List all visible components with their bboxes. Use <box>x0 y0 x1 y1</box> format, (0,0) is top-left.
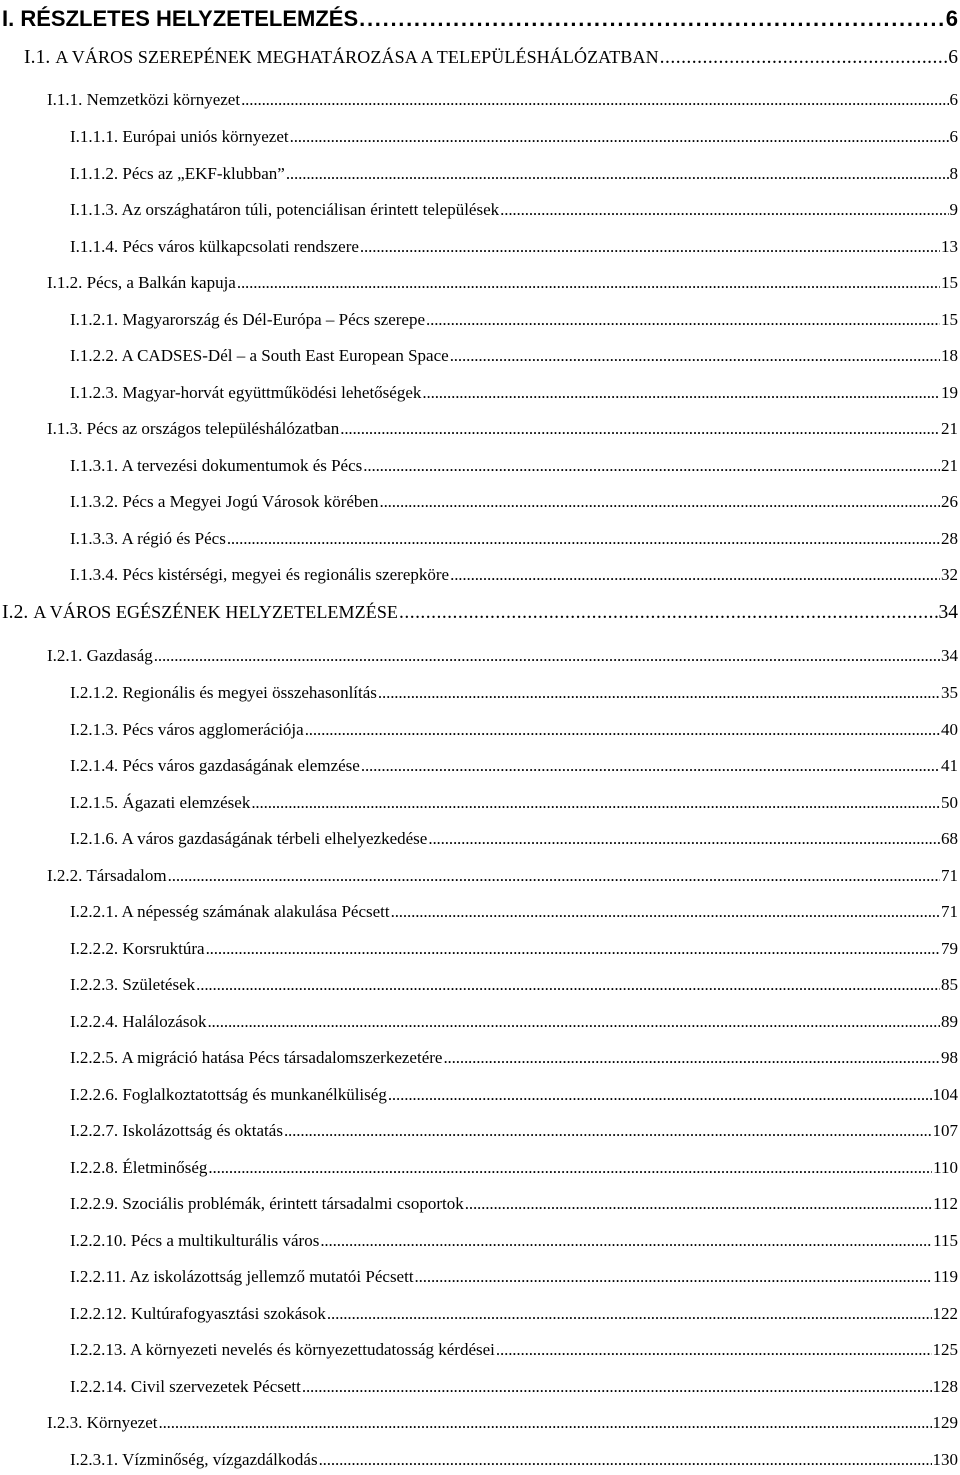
toc-entry[interactable] <box>70 1085 958 1105</box>
toc-entry-title: Vízminőség, vízgazdálkodás <box>122 1450 318 1469</box>
toc-entry-title: Pécs a Megyei Jogú Városok körében <box>122 492 379 511</box>
toc-entry-title: A régió és Pécs <box>121 529 226 548</box>
toc-entry-number: I.1.2.2. <box>70 346 119 365</box>
toc-entry-title: Életminőség <box>122 1158 208 1177</box>
dot-leader <box>286 164 949 184</box>
toc-entry-label <box>70 1048 442 1068</box>
toc-entry-label <box>70 902 390 922</box>
toc-entry[interactable] <box>70 1377 958 1397</box>
toc-entry-number: I.2. <box>2 602 29 623</box>
dot-leader <box>284 1121 932 1141</box>
toc-entry-number: I.2.1.3. <box>70 720 119 739</box>
toc-entry-title: Iskolázottság és oktatás <box>122 1121 283 1140</box>
toc-entry-page: 34 <box>941 646 958 665</box>
dot-leader <box>391 902 940 922</box>
toc-entry-label <box>70 1267 414 1287</box>
toc-entry-number: I.1.3.4. <box>70 565 119 584</box>
toc-entry[interactable] <box>70 1194 958 1214</box>
toc-entry[interactable] <box>70 793 958 813</box>
toc-entry-page: 15 <box>941 273 958 292</box>
dot-leader <box>327 1304 932 1324</box>
toc-entry-label <box>70 164 285 184</box>
toc-entry[interactable] <box>47 1413 958 1433</box>
dot-leader <box>208 1158 932 1178</box>
toc-entry-label <box>70 310 425 330</box>
dot-leader <box>443 1048 940 1068</box>
toc-entry-page: 68 <box>941 829 958 848</box>
dot-leader <box>241 90 948 110</box>
toc-entry[interactable] <box>70 164 958 184</box>
toc-entry-label <box>70 720 304 740</box>
dot-leader <box>305 720 940 740</box>
toc-entry-label <box>70 1450 318 1470</box>
toc-entry-number: I.2.2.12. <box>70 1304 127 1323</box>
toc-entry[interactable] <box>70 565 958 585</box>
toc-entry-title: Magyar-horvát együttműködési lehetőségek <box>122 383 422 402</box>
toc-entry-label <box>24 47 659 69</box>
toc-entry-number: I.2.2.7. <box>70 1121 119 1140</box>
dot-leader <box>399 602 937 624</box>
dot-leader <box>660 47 948 69</box>
dot-leader <box>154 646 940 666</box>
toc-entry-page: 6 <box>949 127 958 146</box>
toc-entry-title: Európai uniós környezet <box>122 127 289 146</box>
toc-entry[interactable] <box>2 602 958 624</box>
toc-entry-title: A migráció hatása Pécs társadalomszerkezetére <box>121 1048 443 1067</box>
toc-entry-label <box>70 1012 206 1032</box>
dot-leader <box>428 829 940 849</box>
toc-entry-title: Születések <box>122 975 196 994</box>
toc-entry-label <box>70 383 421 403</box>
toc-entry-page: 26 <box>941 492 958 511</box>
toc-entry-title: Pécs a multikulturális város <box>130 1231 320 1250</box>
toc-entry-number: I.2.2.1. <box>70 902 119 921</box>
toc-entry-label <box>70 1377 301 1397</box>
toc-entry[interactable] <box>70 456 958 476</box>
toc-entry-number: I.2.1.5. <box>70 793 119 812</box>
dot-leader <box>379 492 940 512</box>
toc-entry-page: 50 <box>941 793 958 812</box>
toc-entry[interactable] <box>70 529 958 549</box>
toc-entry-page: 107 <box>932 1121 958 1140</box>
toc-entry-page: 110 <box>933 1158 958 1177</box>
toc-entry-page: 112 <box>933 1194 958 1213</box>
dot-leader <box>378 683 940 703</box>
dot-leader <box>450 346 940 366</box>
toc-entry[interactable] <box>70 200 958 220</box>
toc-entry-label <box>47 1413 157 1433</box>
toc-entry-title: Társadalom <box>86 866 167 885</box>
toc-entry-page: 9 <box>949 200 958 219</box>
toc-entry-label <box>2 602 398 624</box>
toc-entry-title: Pécs város agglomerációja <box>122 720 304 739</box>
toc-entry-title: Halálozások <box>122 1012 207 1031</box>
toc-entry-label <box>47 273 236 293</box>
toc-entry-number: I.2.3. <box>47 1413 83 1432</box>
toc-entry[interactable] <box>47 273 958 293</box>
toc-entry-page: 128 <box>932 1377 958 1396</box>
toc-entry[interactable] <box>24 47 958 69</box>
toc-entry-page: 85 <box>941 975 958 994</box>
toc-entry-title: Korsruktúra <box>122 939 205 958</box>
dot-leader <box>237 273 940 293</box>
toc-entry-page: 8 <box>949 164 958 183</box>
toc-entry-page: 15 <box>941 310 958 329</box>
dot-leader <box>158 1413 931 1433</box>
toc-entry-label <box>70 1121 283 1141</box>
toc-entry-label <box>70 1085 387 1105</box>
dot-leader <box>496 1340 932 1360</box>
toc-entry-number: I.2.3.1. <box>70 1450 119 1469</box>
toc-entry-label <box>2 6 358 32</box>
toc-entry-label <box>70 939 205 959</box>
toc-entry-label <box>70 565 449 585</box>
toc-entry[interactable] <box>70 1121 958 1141</box>
dot-leader <box>359 6 945 32</box>
dot-leader <box>251 793 940 813</box>
dot-leader <box>302 1377 932 1397</box>
toc-entry-page: 89 <box>941 1012 958 1031</box>
toc-entry-page: 34 <box>938 602 958 623</box>
toc-entry-number: I.2.2.4. <box>70 1012 119 1031</box>
toc-entry-page: 21 <box>941 419 958 438</box>
toc-entry-title: Civil szervezetek Pécsett <box>130 1377 301 1396</box>
toc-entry-label <box>70 975 195 995</box>
toc-entry[interactable] <box>70 1012 958 1032</box>
toc-entry-page: 6 <box>945 6 958 31</box>
toc-entry-title: Szociális problémák, érintett társadalmi csoportok <box>122 1194 464 1213</box>
toc-entry-title: A CADSES-Dél – a South East European Space <box>121 346 449 365</box>
toc-entry-number: I.1.3.2. <box>70 492 119 511</box>
toc-entry[interactable] <box>70 939 958 959</box>
toc-entry-title: A VÁROS EGÉSZÉNEK HELYZETELEMZÉSE <box>33 602 399 622</box>
toc-entry-number: I.2.2.6. <box>70 1085 119 1104</box>
toc-entry-number: I.2.2.3. <box>70 975 119 994</box>
toc-entry[interactable] <box>70 720 958 740</box>
dot-leader <box>426 310 940 330</box>
toc-entry-page: 129 <box>932 1413 958 1432</box>
toc-entry-title: RÉSZLETES HELYZETELEMZÉS <box>20 6 359 31</box>
toc-entry[interactable] <box>70 127 958 147</box>
toc-entry[interactable] <box>70 902 958 922</box>
dot-leader <box>320 1231 932 1251</box>
toc-entry-page: 21 <box>941 456 958 475</box>
toc-entry-title: Regionális és megyei összehasonlítás <box>122 683 377 702</box>
toc-entry-page: 6 <box>948 47 958 68</box>
dot-leader <box>206 939 940 959</box>
toc-entry-page: 71 <box>941 902 958 921</box>
dot-leader <box>361 756 940 776</box>
dot-leader <box>388 1085 932 1105</box>
toc-entry-title: A tervezési dokumentumok és Pécs <box>121 456 363 475</box>
dot-leader <box>290 127 949 147</box>
toc-entry-title: Környezet <box>86 1413 158 1432</box>
toc-entry-number: I.2.1.4. <box>70 756 119 775</box>
toc-entry-page: 115 <box>933 1231 958 1250</box>
toc-entry-label <box>70 456 362 476</box>
dot-leader <box>319 1450 932 1470</box>
toc-entry-page: 35 <box>941 683 958 702</box>
toc-entry[interactable] <box>47 419 958 439</box>
toc-entry-title: A népesség számának alakulása Pécsett <box>121 902 390 921</box>
toc-entry-page: 79 <box>941 939 958 958</box>
toc-entry-label <box>70 1194 464 1214</box>
toc-entry[interactable] <box>70 829 958 849</box>
toc-entry-number: I.2.1.2. <box>70 683 119 702</box>
dot-leader <box>422 383 940 403</box>
toc-entry-label <box>47 419 339 439</box>
toc-entry[interactable] <box>70 310 958 330</box>
toc-entry-label <box>70 127 289 147</box>
toc-entry-title: Pécs az „EKF-klubban” <box>122 164 285 183</box>
toc-entry-page: 18 <box>941 346 958 365</box>
toc-entry-label <box>70 683 377 703</box>
toc-entry-number: I.1.2.1. <box>70 310 119 329</box>
toc-entry-number: I.1. <box>24 47 51 68</box>
toc-entry-label <box>70 529 226 549</box>
toc-entry-number: I.2.2.2. <box>70 939 119 958</box>
toc-entry-number: I.2.2. <box>47 866 83 885</box>
toc-entry-title: Kultúrafogyasztási szokások <box>130 1304 326 1323</box>
toc-entry-number: I.1.1. <box>47 90 83 109</box>
toc-entry-page: 32 <box>941 565 958 584</box>
toc-entry-label <box>47 646 153 666</box>
toc-entry-title: Pécs, a Balkán kapuja <box>86 273 236 292</box>
toc-entry-number: I.1.2.3. <box>70 383 119 402</box>
dot-leader <box>363 456 940 476</box>
toc-entry-number: I.2.2.9. <box>70 1194 119 1213</box>
toc-entry-number: I.1.1.1. <box>70 127 119 146</box>
toc-entry[interactable] <box>47 866 958 886</box>
dot-leader <box>500 200 948 220</box>
toc-entry-title: Nemzetközi környezet <box>86 90 241 109</box>
toc-entry-title: Ágazati elemzések <box>122 793 251 812</box>
toc-entry[interactable] <box>70 1158 958 1178</box>
toc-entry-page: 19 <box>941 383 958 402</box>
dot-leader <box>340 419 940 439</box>
toc-entry-label <box>47 866 167 886</box>
toc-entry-number: I.1.1.4. <box>70 237 119 256</box>
toc-entry-page: 41 <box>941 756 958 775</box>
toc-entry-page: 119 <box>933 1267 958 1286</box>
toc-entry[interactable] <box>70 383 958 403</box>
toc-entry-number: I.2.1. <box>47 646 83 665</box>
dot-leader <box>207 1012 940 1032</box>
dot-leader <box>168 866 940 886</box>
toc-entry-number: I.2.2.5. <box>70 1048 119 1067</box>
toc-entry-number: I.2.1.6. <box>70 829 119 848</box>
toc-entry-title: Magyarország és Dél-Európa – Pécs szerepe <box>122 310 425 329</box>
toc-entry[interactable] <box>70 1340 958 1360</box>
dot-leader <box>465 1194 932 1214</box>
toc-entry[interactable] <box>70 492 958 512</box>
toc-entry[interactable] <box>70 1231 958 1251</box>
toc-entry-title: Pécs város külkapcsolati rendszere <box>122 237 359 256</box>
toc-entry-label <box>70 1158 207 1178</box>
toc-entry[interactable] <box>70 346 958 366</box>
dot-leader <box>360 237 940 257</box>
toc-entry-label <box>70 1304 326 1324</box>
toc-entry-number: I.1.3.1. <box>70 456 119 475</box>
toc-entry[interactable] <box>70 237 958 257</box>
toc-entry-title: Pécs az országos településhálózatban <box>86 419 340 438</box>
toc-entry-number: I.1.3. <box>47 419 83 438</box>
dot-leader <box>227 529 940 549</box>
toc-entry[interactable] <box>2 6 958 32</box>
toc-entry-label <box>70 756 360 776</box>
toc-entry-number: I.2.2.11. <box>70 1267 127 1286</box>
toc-entry-title: Foglalkoztatottság és munkanélküliség <box>122 1085 387 1104</box>
toc-entry-label <box>70 1340 495 1360</box>
toc-entry-label <box>70 200 499 220</box>
toc-entry-number: I.1.2. <box>47 273 83 292</box>
toc-entry-label <box>70 829 427 849</box>
toc-entry[interactable] <box>47 90 958 110</box>
dot-leader <box>196 975 940 995</box>
toc-entry-page: 98 <box>941 1048 958 1067</box>
toc-entry-number: I.2.2.14. <box>70 1377 127 1396</box>
toc-entry[interactable] <box>70 756 958 776</box>
toc-entry-number: I.2.2.13. <box>70 1340 127 1359</box>
toc-entry[interactable] <box>47 646 958 666</box>
toc-entry[interactable] <box>70 1450 958 1470</box>
toc-entry-title: A VÁROS SZEREPÉNEK MEGHATÁROZÁSA A TELEPÜLÉSHÁLÓZATBAN <box>55 47 659 67</box>
toc-entry-title: Pécs város gazdaságának elemzése <box>122 756 360 775</box>
dot-leader <box>415 1267 933 1287</box>
toc-entry-title: Pécs kistérségi, megyei és regionális szerepköre <box>122 565 450 584</box>
toc-entry[interactable] <box>70 975 958 995</box>
toc-entry[interactable] <box>70 683 958 703</box>
toc-entry-title: A város gazdaságának térbeli elhelyezkedése <box>121 829 428 848</box>
toc-entry-page: 71 <box>941 866 958 885</box>
toc-entry-number: I.1.3.3. <box>70 529 119 548</box>
toc-entry-number: I.1.1.3. <box>70 200 119 219</box>
toc-entry-title: Az országhatáron túli, potenciálisan érintett települések <box>121 200 500 219</box>
toc-entry[interactable] <box>70 1304 958 1324</box>
toc-entry-page: 130 <box>932 1450 958 1469</box>
toc-entry-number: I. <box>2 6 15 31</box>
toc-entry-number: I.2.2.8. <box>70 1158 119 1177</box>
toc-entry-label <box>70 237 359 257</box>
toc-entry-title: A környezeti nevelés és környezettudatosság kérdései <box>129 1340 495 1359</box>
toc-entry-page: 40 <box>941 720 958 739</box>
toc-entry[interactable] <box>70 1267 958 1287</box>
toc-entry-title: Gazdaság <box>86 646 153 665</box>
toc-entry-label <box>47 90 240 110</box>
toc-entry-number: I.1.1.2. <box>70 164 119 183</box>
toc-entry-page: 122 <box>932 1304 958 1323</box>
toc-entry-label <box>70 346 449 366</box>
dot-leader <box>450 565 940 585</box>
toc-entry-page: 28 <box>941 529 958 548</box>
toc-entry-page: 6 <box>949 90 958 109</box>
toc-entry-title: Az iskolázottság jellemző mutatói Pécsett <box>129 1267 414 1286</box>
toc-entry-label <box>70 492 378 512</box>
toc-entry-label <box>70 793 250 813</box>
toc-entry-page: 125 <box>932 1340 958 1359</box>
toc-entry-page: 104 <box>932 1085 958 1104</box>
toc-entry-page: 13 <box>941 237 958 256</box>
toc-entry-number: I.2.2.10. <box>70 1231 127 1250</box>
toc-entry-label <box>70 1231 319 1251</box>
toc-entry[interactable] <box>70 1048 958 1068</box>
